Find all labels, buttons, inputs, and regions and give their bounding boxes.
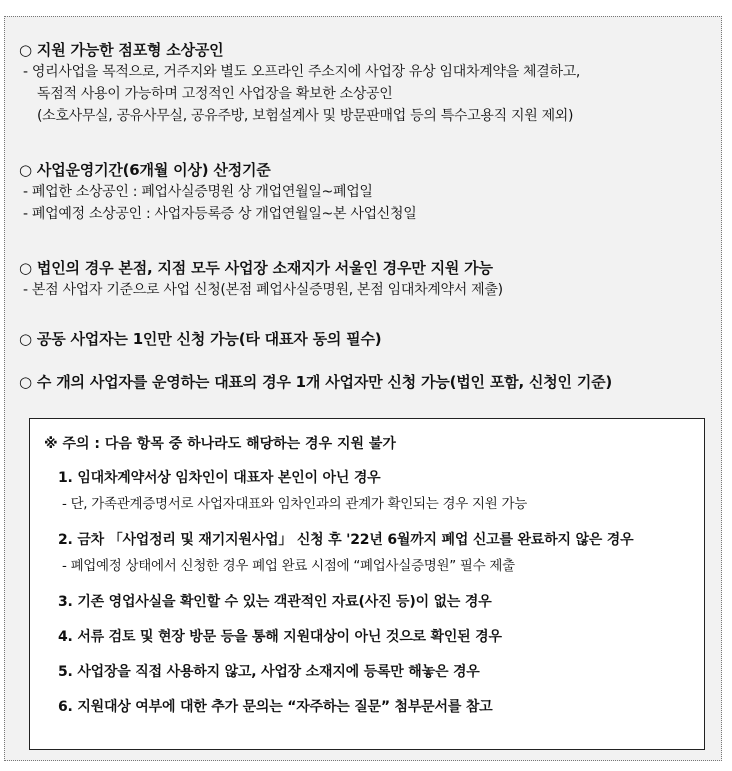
section-line: 독점적 사용이 가능하며 고정적인 사업장을 확보한 소상공인 [37, 86, 393, 102]
eligibility-panel [4, 16, 722, 761]
section-line: - 영리사업을 목적으로, 거주지와 별도 오프라인 주소지에 사업장 유상 임대차계약을 체결하고, [23, 64, 581, 80]
notice-item: 4. 서류 검토 및 현장 방문 등을 통해 지원대상이 아닌 것으로 확인된 경우 [58, 629, 502, 645]
notice-item-detail: - 폐업예정 상태에서 신청한 경우 폐업 완료 시점에 “폐업사실증명원” 필수 제출 [62, 558, 515, 574]
section-heading: ○ 사업운영기간(6개월 이상) 산정기준 [19, 161, 271, 179]
section-joint-business [19, 328, 713, 350]
notice-title: ※ 주의 : 다음 항목 중 하나라도 해당하는 경우 지원 불가 [44, 436, 396, 452]
section-line: - 폐업예정 소상공인 : 사업자등록증 상 개업연월일~본 사업신청일 [23, 206, 417, 222]
section-line: - 본점 사업자 기준으로 사업 신청(본점 폐업사실증명원, 본점 임대차계약서 제출) [23, 282, 503, 298]
section-operation-period [19, 159, 713, 225]
section-heading: ○ 공동 사업자는 1인만 신청 가능(타 대표자 동의 필수) [19, 330, 382, 348]
notice-item: 6. 지원대상 여부에 대한 추가 문의는 “자주하는 질문” 첨부문서를 참고 [58, 699, 493, 715]
notice-item: 3. 기존 영업사실을 확인할 수 있는 객관적인 자료(사진 등)이 없는 경우 [58, 594, 492, 610]
section-corporation [19, 257, 713, 301]
notice-item: 2. 금차 「사업정리 및 재기지원사업」 신청 후 '22년 6월까지 폐업 신고를 완료하지 않은 경우 [58, 532, 634, 548]
notice-item: 5. 사업장을 직접 사용하지 않고, 사업장 소재지에 등록만 해놓은 경우 [58, 664, 480, 680]
section-store-type [19, 39, 713, 127]
section-heading: ○ 수 개의 사업자를 운영하는 대표의 경우 1개 사업자만 신청 가능(법인 포함, 신청인 기준) [19, 373, 613, 391]
notice-box [29, 418, 705, 750]
section-heading: ○ 지원 가능한 점포형 소상공인 [19, 41, 224, 59]
section-line: - 폐업한 소상공인 : 폐업사실증명원 상 개업연월일~폐업일 [23, 184, 373, 200]
notice-item: 1. 임대차계약서상 임차인이 대표자 본인이 아닌 경우 [58, 470, 381, 486]
notice-item-detail: - 단, 가족관계증명서로 사업자대표와 임차인과의 관계가 확인되는 경우 지원 가능 [62, 496, 527, 512]
section-line: (소호사무실, 공유사무실, 공유주방, 보험설계사 및 방문판매업 등의 특수고용직 지원 제외) [37, 108, 574, 124]
section-heading: ○ 법인의 경우 본점, 지점 모두 사업장 소재지가 서울인 경우만 지원 가능 [19, 259, 493, 277]
section-multiple-business [19, 371, 713, 393]
